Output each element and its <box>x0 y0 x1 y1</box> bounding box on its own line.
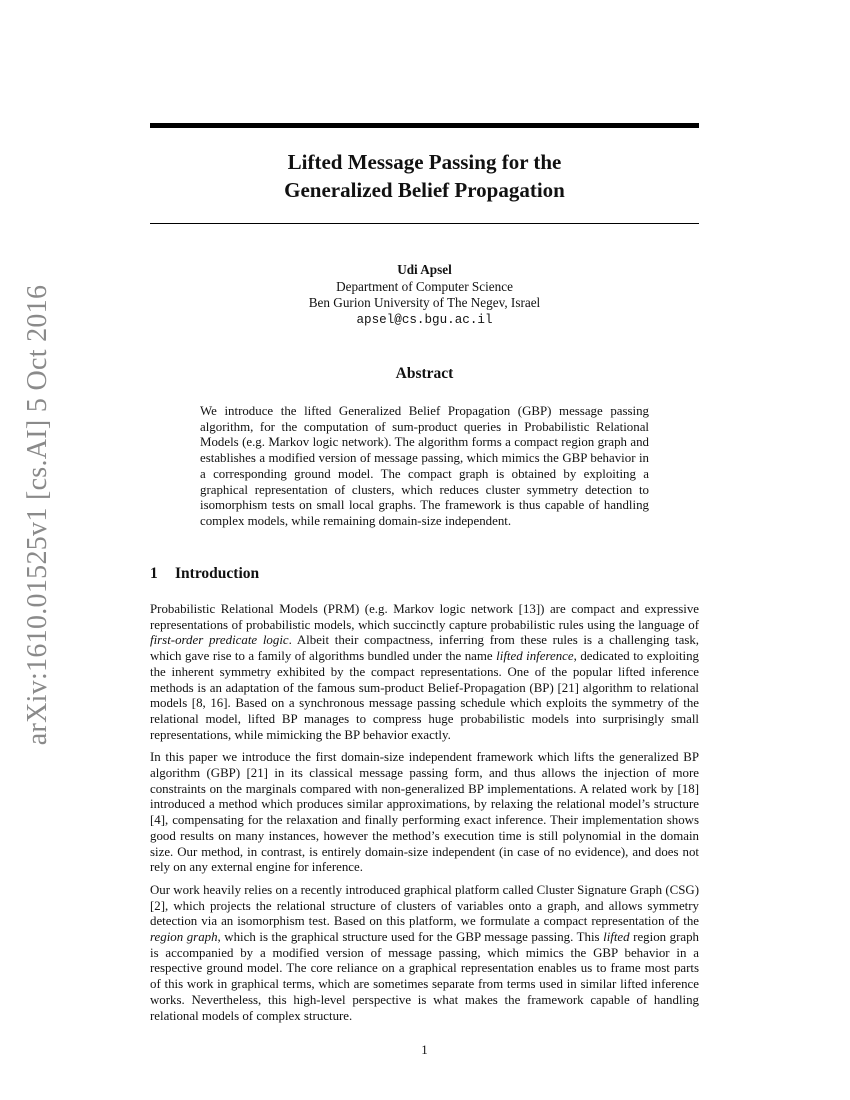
paragraph-3 <box>150 883 699 1024</box>
paragraph-3-emphasis-1: region graph <box>150 930 218 945</box>
introduction-body <box>150 602 699 1031</box>
section-heading-introduction <box>150 565 259 583</box>
paper-title <box>150 148 699 204</box>
abstract-heading: Abstract <box>395 365 454 382</box>
abstract-text: We introduce the lifted Generalized Belief Propagation (GBP) message passing algorithm, for the computation of sum-product queries in Probabilistic Relational Models (e.g. Markov logic network). The algorithm forms a compact region graph and establishes a modified version of message passing, which mimics the GBP behavior in a corresponding ground model. The compact graph is obtained by exploiting a graphical representation of clusters, which reduces cluster symmetry detection to isomorphism tests on small local graphs. The framework is thus capable of handling complex models, while remaining domain-size independent. <box>200 404 649 528</box>
paragraph-2: In this paper we introduce the first domain-size independent framework which lifts the generalized BP algorithm (GBP) [21] in its classical message passing form, and thus allows the injection of more constraints on the marginals compared with non-generalized BP implementations. A related work by [18] introduced a method which produces similar approximations, by relaxing the relational model’s structure [4], compensating for the relaxation and finally performing exact inference. Their implementation shows good results on many instances, however the method’s execution time is still polynomial in the domain size. Our method, in contrast, is entirely domain-size independent (in case of no evidence), and does not rely on any external engine for inference. <box>150 750 699 875</box>
paragraph-1-emphasis-1: first-order predicate logic <box>150 633 289 648</box>
title-top-rule <box>150 123 699 128</box>
paragraph-1-part-b: . Albeit their compactness, inferring from these rules is a challenging task, which gave rise to a family of algorithms bundled under the name <box>150 633 699 664</box>
arxiv-identifier-text: arXiv:1610.01525v1 [cs.AI] 5 Oct 2016 <box>22 284 53 746</box>
paragraph-3-part-a: Our work heavily relies on a recently introduced graphical platform called Cluster Signature Graph (CSG) [2], which projects the relational structure of clusters of variables onto a graph, and allows symmetry detection via an isomorphism test. Based on this platform, we formulate a compact representation of the <box>150 882 699 929</box>
author-institution: Ben Gurion University of The Negev, Israel <box>308 295 541 310</box>
author-email: apsel@cs.bgu.ac.il <box>356 312 493 327</box>
title-bottom-rule <box>150 223 699 224</box>
paragraph-1-part-a: Probabilistic Relational Models (PRM) (e.g. Markov logic network [13]) are compact and expressive representations of probabilistic models, which succinctly capture probabilistic rules using the language of <box>150 602 699 632</box>
page-number: 1 <box>421 1043 428 1057</box>
author-block <box>150 262 699 328</box>
title-line-1: Lifted Message Passing for the <box>287 150 562 174</box>
paragraph-1-emphasis-2: lifted inference <box>496 649 574 664</box>
author-name: Udi Apsel <box>397 262 452 277</box>
title-line-2: Generalized Belief Propagation <box>284 178 565 202</box>
paragraph-1-part-c: , dedicated to exploiting the inherent symmetry exhibited by the compact representations. One of the popular lifted inference methods is an adaptation of the famous sum-product Belief-Propagation (BP) [21] algorithm to relational models [8, 16]. Based on a synchronous message passing schedule which exploits the symmetry of the relational model, lifted BP manages to compress huge probabilistic models into surprisingly small representations, while mimicking the BP behavior exactly. <box>150 649 700 742</box>
paragraph-1 <box>150 602 699 743</box>
paragraph-3-part-b: , which is the graphical structure used for the GBP message passing. This <box>217 930 604 945</box>
section-title: Introduction <box>175 565 260 582</box>
paragraph-3-emphasis-2: lifted <box>603 930 630 945</box>
author-department: Department of Computer Science <box>336 278 513 294</box>
section-number: 1 <box>150 565 158 582</box>
paragraph-3-part-c: region graph is accompanied by a modified version of message passing, which mimics the GBP behavior in a respective ground model. The core reliance on a graphical representation enables us to frame most parts of this work in graphical terms, which are sometimes separate from terms used in similar lifted inference works. Nevertheless, this high-level perspective is what makes the framework capable of handling relational models of complex structure. <box>150 930 699 1023</box>
